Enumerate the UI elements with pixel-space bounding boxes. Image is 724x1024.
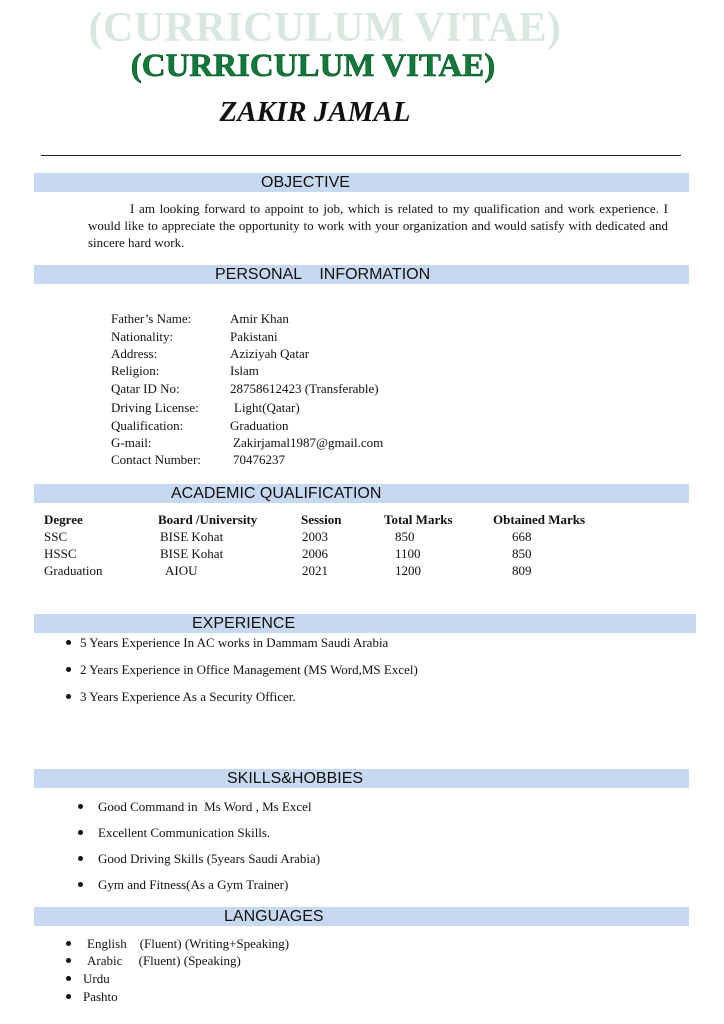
personal-heading-band: [34, 265, 689, 284]
value-nationality: Pakistani: [230, 329, 278, 344]
label-nationality: Nationality:: [111, 329, 174, 344]
personal-heading: PERSONAL INFORMATION: [215, 266, 431, 283]
title-watermark: (CURRICULUM VITAE): [88, 5, 562, 51]
bullet-icon: [66, 941, 71, 946]
col-header-degree: Degree: [44, 512, 83, 527]
table-cell: 850: [395, 529, 415, 544]
academic-heading-band: [34, 484, 689, 503]
value-qualification: Graduation: [230, 418, 289, 433]
value-address: Aziziyah Qatar: [230, 346, 310, 361]
table-cell: HSSC: [44, 546, 77, 561]
label-qualification: Qualification:: [111, 418, 184, 433]
col-header-board: Board /University: [158, 512, 258, 527]
col-header-session: Session: [301, 512, 342, 527]
bullet-icon: [66, 958, 71, 963]
table-cell: BISE Kohat: [160, 529, 224, 544]
label-contact-number: Contact Number:: [111, 452, 201, 467]
label-religion: Religion:: [111, 363, 160, 378]
table-cell: 850: [512, 546, 532, 561]
bullet-icon: [66, 994, 71, 999]
label-qatar-id: Qatar ID No:: [111, 381, 180, 396]
col-header-obtained-marks: Obtained Marks: [493, 512, 586, 527]
list-item: Good Command in Ms Word , Ms Excel: [98, 799, 312, 814]
list-item: Arabic (Fluent) (Speaking): [87, 953, 241, 968]
table-cell: 809: [512, 563, 532, 578]
languages-heading-band: [34, 907, 689, 926]
bullet-icon: [66, 640, 71, 645]
objective-paragraph: I am looking forward to appoint to job, which is related to my qualification and work experience. I would like to appreciate the opportunity to work with your organization and would satisfy with dedicated and sincere hard work.: [88, 201, 668, 250]
list-item: English (Fluent) (Writing+Speaking): [87, 936, 290, 951]
label-gmail: G-mail:: [111, 435, 152, 450]
list-item: Gym and Fitness(As a Gym Trainer): [98, 877, 289, 892]
skills-heading: SKILLS&HOBBIES: [227, 770, 364, 787]
experience-heading: EXPERIENCE: [192, 615, 296, 632]
table-cell: 2021: [302, 563, 328, 578]
table-cell: BISE Kohat: [160, 546, 224, 561]
bullet-icon: [78, 804, 83, 809]
col-header-total-marks: Total Marks: [384, 512, 453, 527]
bullet-icon: [78, 856, 83, 861]
list-item: 5 Years Experience In AC works in Dammam Saudi Arabia: [80, 635, 389, 650]
academic-heading: ACADEMIC QUALIFICATION: [171, 485, 382, 502]
bullet-icon: [66, 976, 71, 981]
table-cell: 668: [512, 529, 532, 544]
list-item: Excellent Communication Skills.: [98, 825, 271, 840]
bullet-icon: [78, 830, 83, 835]
value-driving-license: Light(Qatar): [234, 400, 300, 415]
label-fathers-name: Father’s Name:: [111, 311, 192, 326]
table-cell: AIOU: [165, 563, 198, 578]
bullet-icon: [66, 667, 71, 672]
bullet-icon: [66, 694, 71, 699]
list-item: Good Driving Skills (5years Saudi Arabia): [98, 851, 321, 866]
list-item: Urdu: [83, 971, 110, 986]
languages-heading: LANGUAGES: [224, 908, 324, 925]
value-gmail: Zakirjamal1987@gmail.com: [233, 435, 384, 450]
bullet-icon: [78, 882, 83, 887]
header-divider: [41, 155, 681, 156]
list-item: 3 Years Experience As a Security Officer.: [80, 689, 296, 704]
table-cell: Graduation: [44, 563, 103, 578]
skills-heading-band: [34, 769, 689, 788]
objective-text: [88, 200, 668, 251]
label-address: Address:: [111, 346, 158, 361]
value-fathers-name: Amir Khan: [230, 311, 289, 326]
table-cell: 1200: [395, 563, 421, 578]
document-title: (CURRICULUM VITAE): [130, 48, 496, 84]
table-cell: 2006: [302, 546, 328, 561]
value-qatar-id: 28758612423 (Transferable): [230, 381, 379, 396]
value-religion: Islam: [230, 363, 259, 378]
experience-heading-band: [34, 614, 696, 633]
label-driving-license: Driving License:: [111, 400, 199, 415]
candidate-name: ZAKIR JAMAL: [219, 96, 411, 128]
list-item: 2 Years Experience in Office Management (MS Word,MS Excel): [80, 662, 418, 677]
objective-heading: OBJECTIVE: [261, 174, 350, 191]
list-item: Pashto: [83, 989, 118, 1004]
table-cell: SSC: [44, 529, 68, 544]
objective-heading-band: [34, 173, 689, 192]
table-cell: 2003: [302, 529, 328, 544]
table-cell: 1100: [395, 546, 421, 561]
value-contact-number: 70476237: [233, 452, 285, 467]
